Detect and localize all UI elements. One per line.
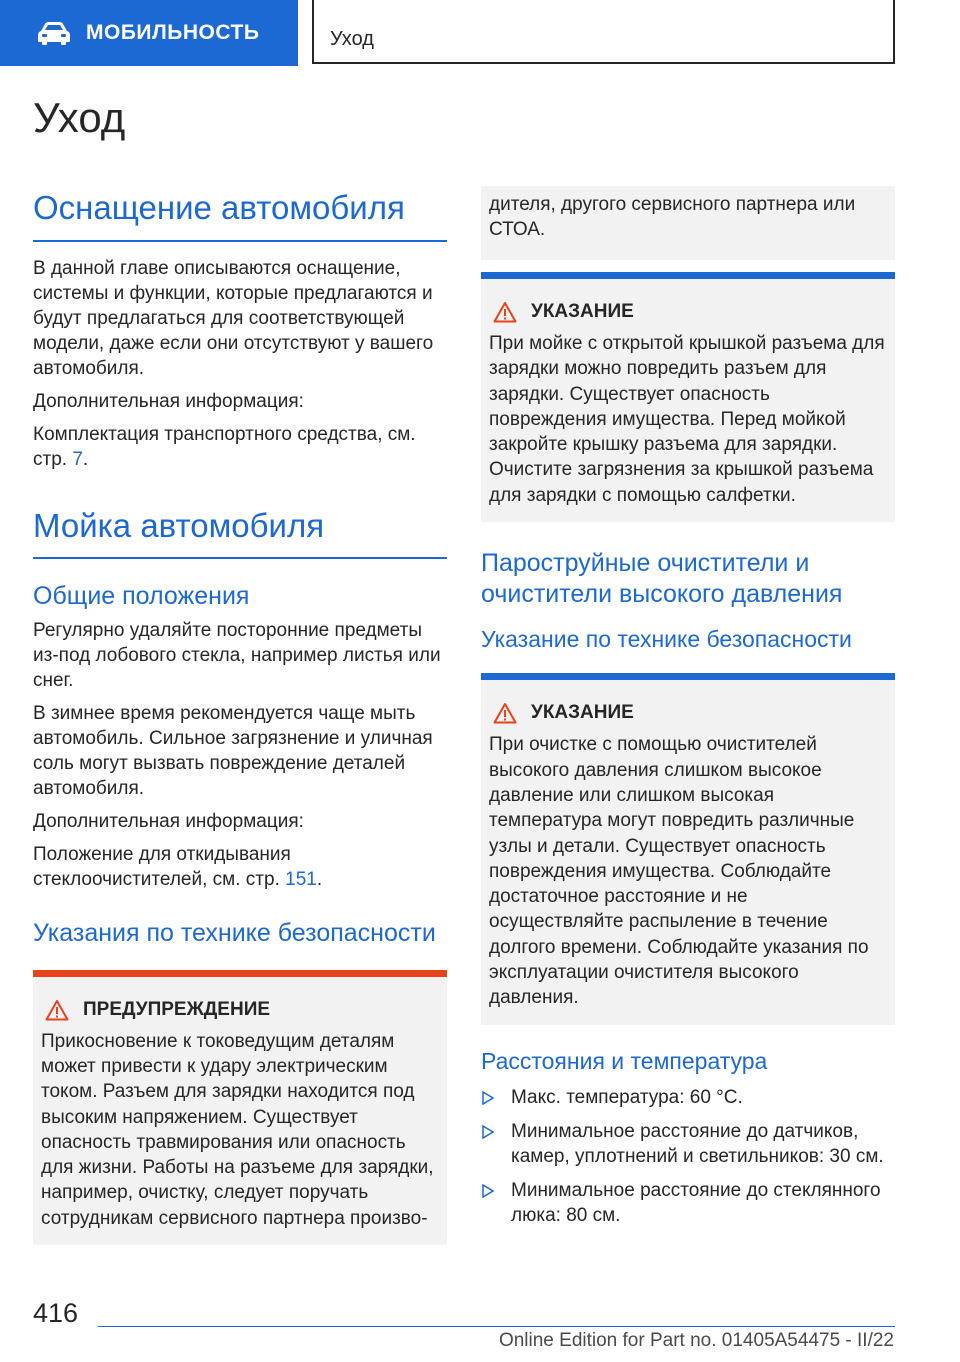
footer-edition: Online Edition for Part no. 01405A54475 - II/22: [498, 1330, 894, 1351]
page-link-7[interactable]: 7: [72, 448, 83, 470]
heading-safety-instructions: Указания по технике безопасности: [33, 919, 436, 948]
list-item: Минимальное расстояние до датчиков, камер, уплотнений и светильников: 30 см.: [481, 1119, 895, 1169]
warning-text-continued: дителя, другого сервисного партнера или СТОА.: [489, 194, 856, 240]
heading-equipment: Оснащение автомобиля: [33, 189, 405, 226]
list-item: Минимальное расстояние до стеклянного люка: 80 см.: [481, 1178, 895, 1228]
warning-bar: [33, 970, 447, 977]
paragraph-reference: Положение для откидывания стеклоочистителей, см. стр. 151.: [33, 844, 323, 891]
heading-car-wash: Мойка автомобиля: [33, 506, 325, 544]
warning-box-continued: [481, 186, 895, 260]
notice-bar: [481, 673, 895, 680]
paragraph-intro: В данной главе описываются оснащение, системы и функции, которые предлагаются и будут предлагаться для соответствующей модели, даже если они отсутствуют у вашего автомобиля.: [33, 257, 434, 379]
heading-steam-cleaners: Пароструйные очистители и очистители высокого давления: [481, 549, 843, 609]
paragraph-more-info: Дополнительная информация:: [33, 811, 304, 833]
paragraph-reference: Комплектация транспортного средства, см. стр. 7.: [33, 423, 416, 470]
page-number: 416: [33, 1298, 79, 1328]
notice-title: УКАЗАНИЕ: [531, 702, 634, 724]
notice-box: [481, 272, 895, 522]
heading-safety-notice: Указание по технике безопасности: [481, 625, 852, 652]
paragraph-general-2: В зимнее время рекомендуется чаще мыть автомобиль. Сильное загрязнение и уличная соль могут вызвать повреждение деталей автомобиля.: [33, 703, 433, 800]
breadcrumb-current[interactable]: Уход: [330, 28, 374, 50]
warning-title: ПРЕДУПРЕЖДЕНИЕ: [83, 998, 271, 1020]
triangle-bullet-icon: [481, 1125, 495, 1139]
notice-bar: [481, 272, 895, 279]
warning-text: Прикосновение к токоведущим деталям может привести к удару электрическим током. Разъем для зарядки находится под высоким напряжением. Существует опасность травмирования или опасность для жизни. Работы на разъеме для зарядки, например, очистку, следует поручать сотрудникам сервисного партнера произво-: [41, 1030, 434, 1229]
page-title: Уход: [33, 94, 126, 141]
triangle-bullet-icon: [481, 1184, 495, 1198]
section-tab-label: МОБИЛЬНОСТЬ: [86, 21, 260, 44]
list-item: Макс. температура: 60 °C.: [481, 1085, 895, 1110]
paragraph-general-1: Регулярно удаляйте посторонние предметы из-под лобового стекла, например листья или снег.: [33, 620, 441, 692]
car-icon: [36, 20, 72, 46]
section-tab-mobility[interactable]: [0, 0, 298, 66]
warning-box: [33, 970, 447, 1245]
triangle-bullet-icon: [481, 1091, 495, 1105]
page-link-151[interactable]: 151: [285, 869, 317, 891]
heading-general: Общие положения: [33, 582, 250, 611]
notice-text: При очистке с помощью очистителей высокого давления слишком высокое давление или слишком высокая температура могут повредить различные узлы и детали. Существует опасность повреждения имущества. Соблюдайте достаточное расстояние и не осуществляйте распыление в течение долгого времени. Соблюдайте указания по эксплуатации очистителя высокого давления.: [489, 734, 869, 1009]
notice-box: [481, 673, 895, 1024]
left-column: [33, 188, 447, 1245]
paragraph-more-info: Дополнительная информация:: [33, 390, 304, 412]
heading-distances-temperature: Расстояния и температура: [481, 1047, 768, 1074]
notice-text: При мойке с открытой крышкой разъема для зарядки можно повредить разъем для зарядки. Существует опасность повреждения имущества. Перед мойкой закройте крышку разъема для зарядки. Очистите загрязнения за крышкой разъема для зарядки с помощью салфетки.: [489, 333, 885, 506]
warning-triangle-icon: [45, 999, 69, 1021]
distance-list: [481, 1085, 895, 1228]
warning-triangle-icon: [493, 301, 517, 323]
footer-rule: [98, 1326, 895, 1327]
notice-title: УКАЗАНИЕ: [531, 301, 634, 322]
right-column: [481, 186, 895, 1237]
warning-triangle-icon: [493, 702, 517, 724]
breadcrumb: [312, 0, 895, 64]
